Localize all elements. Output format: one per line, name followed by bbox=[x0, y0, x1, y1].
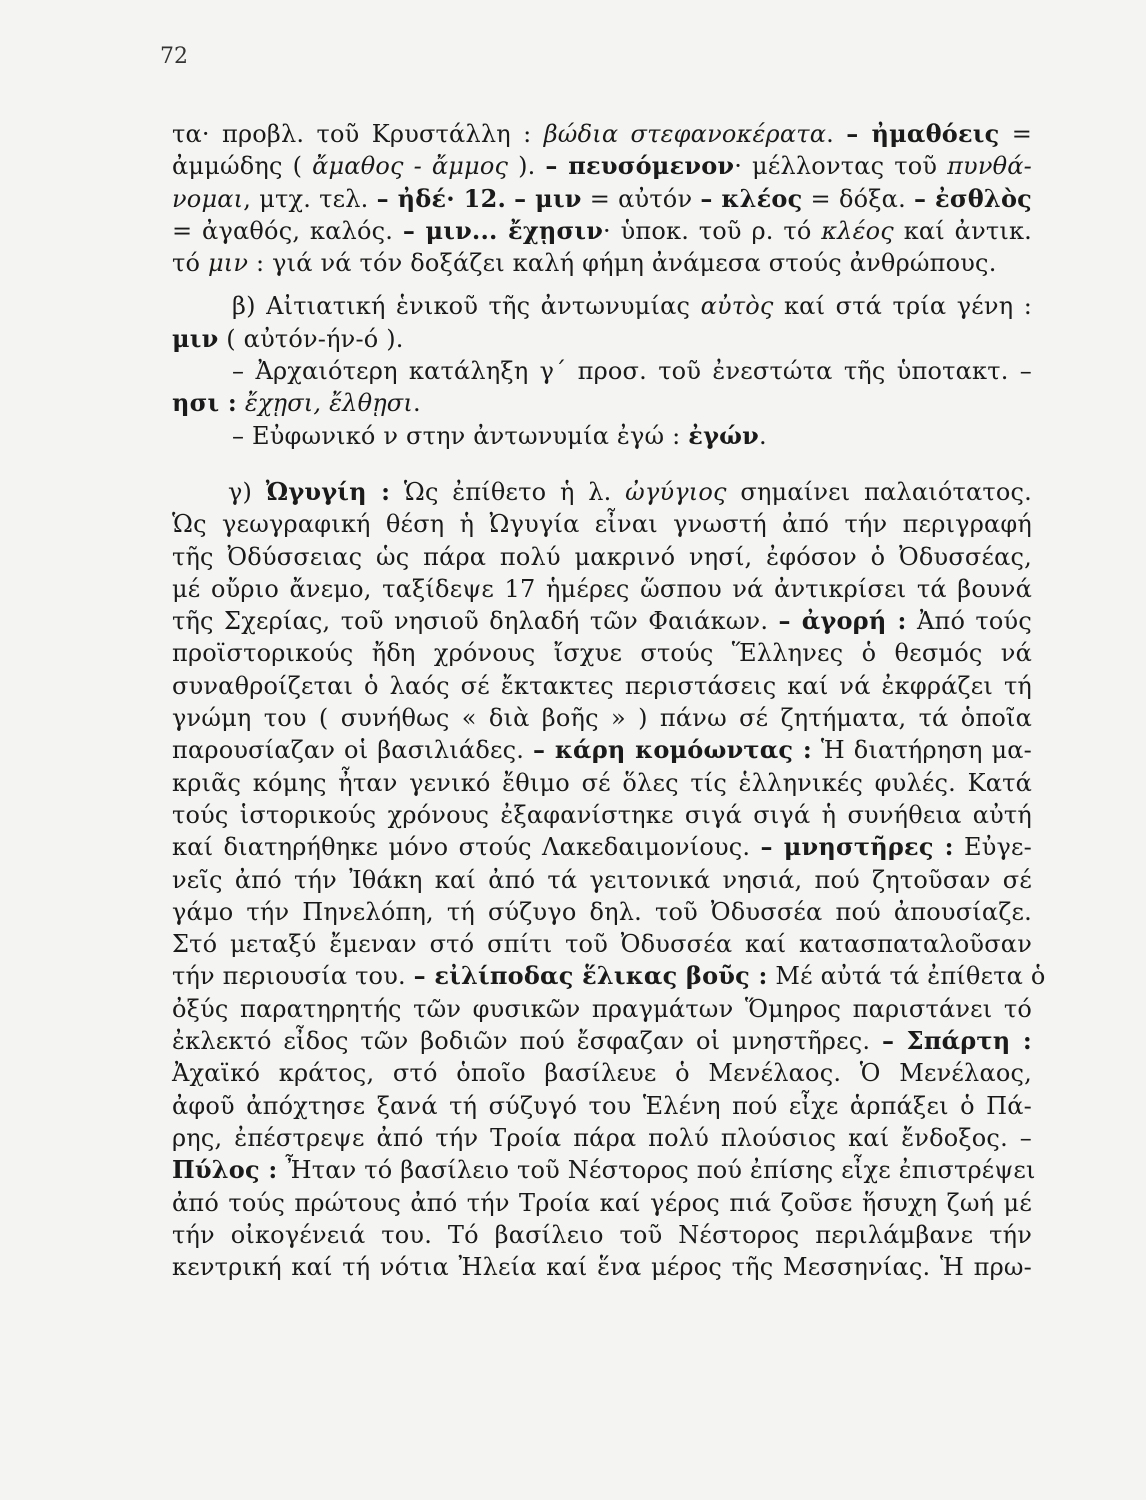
text-line: τούς ἱστορικούς χρόνους ἐξαφανίστηκε σιγά σιγά ἡ συνήθεια αὐτή bbox=[172, 800, 1032, 829]
text-line: γάμο τήν Πηνελόπη, τή σύζυγο δηλ. τοῦ Ὀδυσσέα πού ἀπουσίαζε. bbox=[172, 897, 1032, 926]
paragraph-glossary-intro bbox=[172, 118, 1032, 279]
text-line: καί διατηρήθηκε μόνο στούς Λακεδαιμονίους. – μνηστῆρες : Εὐγε- bbox=[172, 832, 1032, 862]
text-line: μιν ( αὐτόν-ήν-ό ). bbox=[172, 323, 404, 353]
text-line: ἀμμώδης ( ἄμαθος - ἄμμος ). – πευσόμενον· μέλλοντας τοῦ πυνθά- bbox=[172, 151, 1032, 181]
text-line: τῆς Ὀδύσσειας ὡς πάρα πολύ μακρινό νησί, ἐφόσον ὁ Ὀδυσσέας, bbox=[172, 542, 1032, 571]
text-line: Ὡς γεωγραφική θέση ἡ Ὠγυγία εἶναι γνωστή ἀπό τήν περιγραφή bbox=[172, 510, 1032, 539]
text-line: προϊστορικούς ἤδη χρόνους ἴσχυε στούς Ἕλληνες ὁ θεσμός νά bbox=[172, 639, 1032, 668]
text-line: τήν οἰκογένειά του. Τό βασίλειο τοῦ Νέστορος περιλάμβανε τήν bbox=[172, 1220, 1032, 1249]
text-line: ἀπό τούς πρώτους ἀπό τήν Τροία καί γέρος πιά ζοῦσε ἥσυχη ζωή μέ bbox=[172, 1188, 1032, 1217]
text-line: Στό μεταξύ ἔμεναν στό σπίτι τοῦ Ὀδυσσέα καί κατασπαταλοῦσαν bbox=[172, 930, 1032, 959]
paragraph-ending-note bbox=[172, 355, 1032, 420]
text-line: τα· προβλ. τοῦ Κρυστάλλη : βώδια στεφανοκέρατα. – ἠμαθόεις = bbox=[172, 119, 1033, 148]
document-body bbox=[172, 118, 1046, 1283]
text-line: γ) Ὠγυγίη : Ὡς ἐπίθετο ἡ λ. ὠγύγιος σημαίνει παλαιότατος. bbox=[228, 476, 1032, 506]
text-line: συναθροίζεται ὁ λαός σέ ἔκτακτες περιστάσεις καί νά ἐκφράζει τή bbox=[172, 671, 1032, 700]
text-line: – Ἀρχαιότερη κατάληξη γ΄ προσ. τοῦ ἐνεστώτα τῆς ὑποτακτ. – bbox=[232, 357, 1032, 386]
text-line: ἐκλεκτό εἶδος τῶν βοδιῶν πού ἔσφαζαν οἱ μνηστῆρες. – Σπάρτη : bbox=[172, 1026, 1032, 1056]
paragraph-euphonic-note bbox=[172, 420, 1032, 452]
page-number: 72 bbox=[160, 44, 188, 69]
text-line: τήν περιουσία του. – εἰλίποδας ἕλικας βοῦς : Μέ αὐτά τά ἐπίθετα ὁ bbox=[172, 961, 1046, 991]
text-line: τό μιν : γιά νά τόν δοξάζει καλή φήμη ἀνάμεσα στούς ἀνθρώπους. bbox=[172, 249, 997, 278]
text-line: = ἀγαθός, καλός. – μιν... ἔχῃσιν· ὑποκ. τοῦ ρ. τό κλέος καί ἀντικ. bbox=[172, 215, 1032, 245]
text-line: τῆς Σχερίας, τοῦ νησιοῦ δηλαδή τῶν Φαιάκων. – ἀγορή : Ἀπό τούς bbox=[172, 606, 1032, 636]
text-line: ρης, ἐπέστρεψε ἀπό τήν Τροία πάρα πολύ πλούσιος καί ἔνδοξος. – bbox=[172, 1123, 1032, 1152]
text-line: ησι : ἔχῃσι, ἔλθῃσι. bbox=[172, 388, 421, 418]
text-line: κεντρική καί τή νότια Ἠλεία καί ἕνα μέρος τῆς Μεσσηνίας. Ἡ πρω- bbox=[172, 1253, 1032, 1282]
text-line: – Εὐφωνικό ν στην ἀντωνυμία ἐγώ : ἐγών. bbox=[232, 420, 767, 450]
text-line: ἀφοῦ ἀπόχτησε ξανά τή σύζυγό του Ἑλένη πού εἶχε ἁρπάξει ὁ Πά- bbox=[172, 1091, 1032, 1120]
text-line: ὀξύς παρατηρητής τῶν φυσικῶν πραγμάτων Ὅμηρος παριστάνει τό bbox=[172, 994, 1032, 1023]
text-line: Πύλος : Ἦταν τό βασίλειο τοῦ Νέστορος πού ἐπίσης εἶχε ἐπιστρέψει bbox=[172, 1155, 1036, 1185]
text-line: Ἀχαϊκό κράτος, στό ὁποῖο βασίλευε ὁ Μενέλαος. Ὁ Μενέλαος, bbox=[172, 1059, 1032, 1088]
text-line: κριᾶς κόμης ἦταν γενικό ἔθιμο σέ ὅλες τίς ἑλληνικές φυλές. Κατά bbox=[172, 768, 1032, 797]
text-line: νομαι, μτχ. τελ. – ἠδέ· 12. – μιν = αὐτόν – κλέος = δόξα. – ἐσθλὸς bbox=[172, 183, 1032, 213]
paragraph-b-accusative bbox=[172, 290, 1032, 355]
text-line: β) Αἰτιατική ἑνικοῦ τῆς ἀντωνυμίας αὐτὸς καί στά τρία γένη : bbox=[232, 292, 1032, 321]
text-line: παρουσίαζαν οἱ βασιλιάδες. – κάρη κομόωντας : Ἡ διατήρηση μα- bbox=[172, 735, 1032, 765]
text-line: μέ οὔριο ἄνεμο, ταξίδεψε 17 ἡμέρες ὥσπου νά ἀντικρίσει τά βουνά bbox=[172, 574, 1032, 603]
paragraph-c-ogygia bbox=[172, 476, 1046, 1283]
text-line: γνώμη του ( συνήθως « διὰ βοῆς » ) πάνω σέ ζητήματα, τά ὁποῖα bbox=[172, 704, 1032, 733]
text-line: νεῖς ἀπό τήν Ἰθάκη καί ἀπό τά γειτονικά νησιά, πού ζητοῦσαν σέ bbox=[172, 865, 1032, 894]
